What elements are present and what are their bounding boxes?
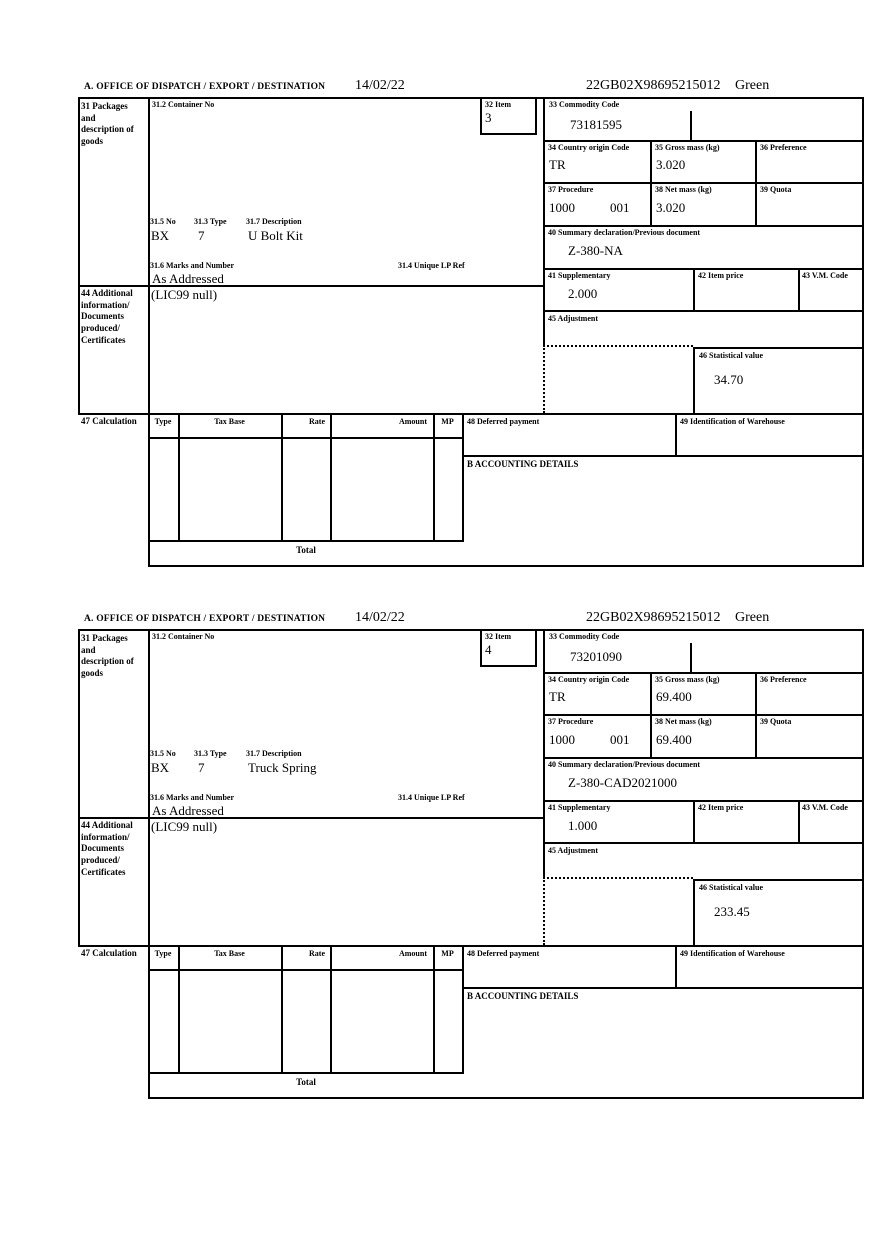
- grid-line: [330, 413, 332, 540]
- grid-line: [693, 879, 695, 945]
- col-type-header: Type: [154, 417, 172, 426]
- box43-label: 43 V.M. Code: [802, 271, 848, 280]
- grid-line: [281, 413, 283, 540]
- col-amount-header: Amount: [398, 949, 427, 958]
- box32-label: 32 Item: [485, 100, 511, 109]
- goods-description-value: U Bolt Kit: [248, 228, 303, 243]
- country-origin-value: TR: [549, 689, 566, 704]
- dotted-line: [543, 877, 693, 879]
- grid-line: [543, 140, 864, 142]
- box31-6-label: 31.6 Marks and Number: [150, 261, 235, 270]
- grid-line: [543, 672, 864, 674]
- grid-line: [543, 714, 864, 716]
- box39-label: 39 Quota: [760, 185, 792, 194]
- grid-line: [543, 310, 864, 312]
- box36-label: 36 Preference: [760, 143, 807, 152]
- dotted-line: [543, 345, 545, 413]
- box49-label: 49 Identification of Warehouse: [680, 949, 785, 958]
- grid-line: [433, 413, 435, 540]
- grid-line: [462, 945, 464, 1072]
- grid-line: [148, 1072, 464, 1074]
- supplementary-value: 1.000: [568, 818, 598, 833]
- procedure-extra-value: 001: [610, 200, 630, 215]
- col-rate-header: Rate: [309, 949, 325, 958]
- grid-line: [148, 437, 464, 439]
- routing-indicator: Green: [735, 78, 770, 93]
- grid-line: [148, 97, 150, 567]
- grid-line: [433, 945, 435, 1072]
- box42-label: 42 Item price: [698, 271, 744, 280]
- box39-label: 39 Quota: [760, 717, 792, 726]
- grid-line: [798, 800, 800, 842]
- box47-label: 47 Calculation: [81, 416, 137, 426]
- box35-label: 35 Gross mass (kg): [655, 143, 720, 152]
- office-of-dispatch-header: A. OFFICE OF DISPATCH / EXPORT / DESTINATION: [84, 614, 326, 624]
- box46-label: 46 Statistical value: [699, 351, 763, 360]
- procedure-value: 1000: [549, 200, 575, 215]
- box31-4-label: 31.4 Unique LP Ref: [398, 793, 465, 802]
- marks-value: As Addressed: [152, 271, 224, 286]
- office-of-dispatch-header: A. OFFICE OF DISPATCH / EXPORT / DESTINATION: [84, 82, 326, 92]
- grid-line: [675, 413, 677, 455]
- total-label: Total: [296, 545, 316, 555]
- item-number-value: 3: [485, 110, 492, 125]
- grid-line: [675, 945, 677, 987]
- box31-2-label: 31.2 Container No: [152, 632, 215, 641]
- box48-label: 48 Deferred payment: [467, 949, 540, 958]
- package-code-value: BX: [151, 228, 170, 243]
- procedure-extra-value: 001: [610, 732, 630, 747]
- previous-document-value: Z-380-NA: [568, 243, 623, 258]
- box31-3-label: 31.3 Type: [194, 749, 227, 758]
- grid-line: [78, 97, 80, 415]
- col-mp-header: MP: [441, 949, 454, 958]
- grid-line: [281, 945, 283, 1072]
- col-rate-header: Rate: [309, 417, 325, 426]
- box41-label: 41 Supplementary: [548, 271, 611, 280]
- col-tax-base-header: Tax Base: [214, 417, 245, 426]
- additional-info-value: (LIC99 null): [151, 287, 218, 302]
- additional-info-value: (LIC99 null): [151, 819, 218, 834]
- box33-label: 33 Commodity Code: [549, 100, 620, 109]
- grid-line: [78, 285, 545, 287]
- grid-line: [693, 268, 695, 310]
- grid-line: [543, 629, 545, 877]
- grid-line: [148, 629, 150, 1099]
- box41-label: 41 Supplementary: [548, 803, 611, 812]
- box36-label: 36 Preference: [760, 675, 807, 684]
- box40-label: 40 Summary declaration/Previous document: [548, 760, 701, 769]
- grid-line: [462, 413, 464, 540]
- grid-line: [755, 672, 757, 757]
- grid-line: [78, 97, 864, 99]
- grid-line: [148, 969, 464, 971]
- item-number-value: 4: [485, 642, 492, 657]
- grid-line: [462, 987, 862, 989]
- country-origin-value: TR: [549, 157, 566, 172]
- box31-5-label: 31.5 No: [150, 217, 176, 226]
- statistical-value: 34.70: [714, 372, 744, 387]
- dotted-line: [543, 345, 693, 347]
- grid-line: [862, 629, 864, 1099]
- box35-label: 35 Gross mass (kg): [655, 675, 720, 684]
- grid-line: [862, 97, 864, 567]
- box48-label: 48 Deferred payment: [467, 417, 540, 426]
- previous-document-value: Z-380-CAD2021000: [568, 775, 678, 790]
- grid-line: [330, 945, 332, 1072]
- box31-label: 31 Packages and description of goods: [81, 633, 134, 679]
- grid-line: [148, 565, 864, 567]
- package-type-value: 7: [198, 760, 205, 775]
- box46-label: 46 Statistical value: [699, 883, 763, 892]
- box31-label: 31 Packages and description of goods: [81, 101, 134, 147]
- sad-item-form: [78, 607, 864, 1101]
- package-code-value: BX: [151, 760, 170, 775]
- col-type-header: Type: [154, 949, 172, 958]
- box43-label: 43 V.M. Code: [802, 803, 848, 812]
- gross-mass-value: 69.400: [656, 689, 692, 704]
- grid-line: [543, 842, 864, 844]
- acceptance-date: 14/02/22: [355, 78, 405, 93]
- grid-line: [78, 629, 864, 631]
- grid-line: [78, 817, 545, 819]
- commodity-code-value: 73181595: [570, 117, 622, 132]
- total-label: Total: [296, 1077, 316, 1087]
- col-amount-header: Amount: [398, 417, 427, 426]
- box31-3-label: 31.3 Type: [194, 217, 227, 226]
- grid-line: [178, 413, 180, 540]
- box32-label: 32 Item: [485, 632, 511, 641]
- grid-line: [690, 111, 692, 140]
- supplementary-value: 2.000: [568, 286, 598, 301]
- gross-mass-value: 3.020: [656, 157, 686, 172]
- statistical-value: 233.45: [714, 904, 750, 919]
- grid-line: [755, 140, 757, 225]
- box49-label: 49 Identification of Warehouse: [680, 417, 785, 426]
- commodity-code-value: 73201090: [570, 649, 622, 664]
- marks-value: As Addressed: [152, 803, 224, 818]
- goods-description-value: Truck Spring: [248, 760, 317, 775]
- accounting-details-label: B ACCOUNTING DETAILS: [467, 459, 579, 469]
- grid-line: [543, 757, 864, 759]
- grid-line: [148, 1097, 864, 1099]
- grid-line: [543, 182, 864, 184]
- box38-label: 38 Net mass (kg): [655, 185, 712, 194]
- net-mass-value: 3.020: [656, 200, 686, 215]
- net-mass-value: 69.400: [656, 732, 692, 747]
- grid-line: [543, 268, 864, 270]
- movement-reference-number: 22GB02X98695215012: [586, 78, 721, 93]
- grid-line: [543, 97, 545, 345]
- box31-7-label: 31.7 Description: [246, 749, 302, 758]
- box40-label: 40 Summary declaration/Previous document: [548, 228, 701, 237]
- grid-line: [78, 945, 864, 947]
- box45-label: 45 Adjustment: [548, 314, 599, 323]
- box37-label: 37 Procedure: [548, 185, 594, 194]
- col-tax-base-header: Tax Base: [214, 949, 245, 958]
- box34-label: 34 Country origin Code: [548, 143, 630, 152]
- acceptance-date: 14/02/22: [355, 610, 405, 625]
- box44-label: 44 Additional information/ Documents produced/ Certificates: [81, 820, 133, 877]
- movement-reference-number: 22GB02X98695215012: [586, 610, 721, 625]
- grid-line: [78, 413, 864, 415]
- grid-line: [462, 455, 862, 457]
- grid-line: [78, 629, 80, 947]
- box31-7-label: 31.7 Description: [246, 217, 302, 226]
- box31-2-label: 31.2 Container No: [152, 100, 215, 109]
- grid-line: [650, 672, 652, 757]
- grid-line: [650, 140, 652, 225]
- box31-4-label: 31.4 Unique LP Ref: [398, 261, 465, 270]
- box34-label: 34 Country origin Code: [548, 675, 630, 684]
- grid-line: [543, 225, 864, 227]
- col-mp-header: MP: [441, 417, 454, 426]
- box31-5-label: 31.5 No: [150, 749, 176, 758]
- sad-item-form: [78, 75, 864, 569]
- dotted-line: [543, 877, 545, 945]
- grid-line: [798, 268, 800, 310]
- box47-label: 47 Calculation: [81, 948, 137, 958]
- grid-line: [693, 800, 695, 842]
- box42-label: 42 Item price: [698, 803, 744, 812]
- package-type-value: 7: [198, 228, 205, 243]
- grid-line: [693, 347, 864, 349]
- box37-label: 37 Procedure: [548, 717, 594, 726]
- grid-line: [690, 643, 692, 672]
- grid-line: [693, 347, 695, 413]
- box44-label: 44 Additional information/ Documents produced/ Certificates: [81, 288, 133, 345]
- accounting-details-label: B ACCOUNTING DETAILS: [467, 991, 579, 1001]
- routing-indicator: Green: [735, 610, 770, 625]
- box33-label: 33 Commodity Code: [549, 632, 620, 641]
- grid-line: [148, 540, 464, 542]
- box38-label: 38 Net mass (kg): [655, 717, 712, 726]
- procedure-value: 1000: [549, 732, 575, 747]
- grid-line: [543, 800, 864, 802]
- box31-6-label: 31.6 Marks and Number: [150, 793, 235, 802]
- grid-line: [178, 945, 180, 1072]
- grid-line: [693, 879, 864, 881]
- box45-label: 45 Adjustment: [548, 846, 599, 855]
